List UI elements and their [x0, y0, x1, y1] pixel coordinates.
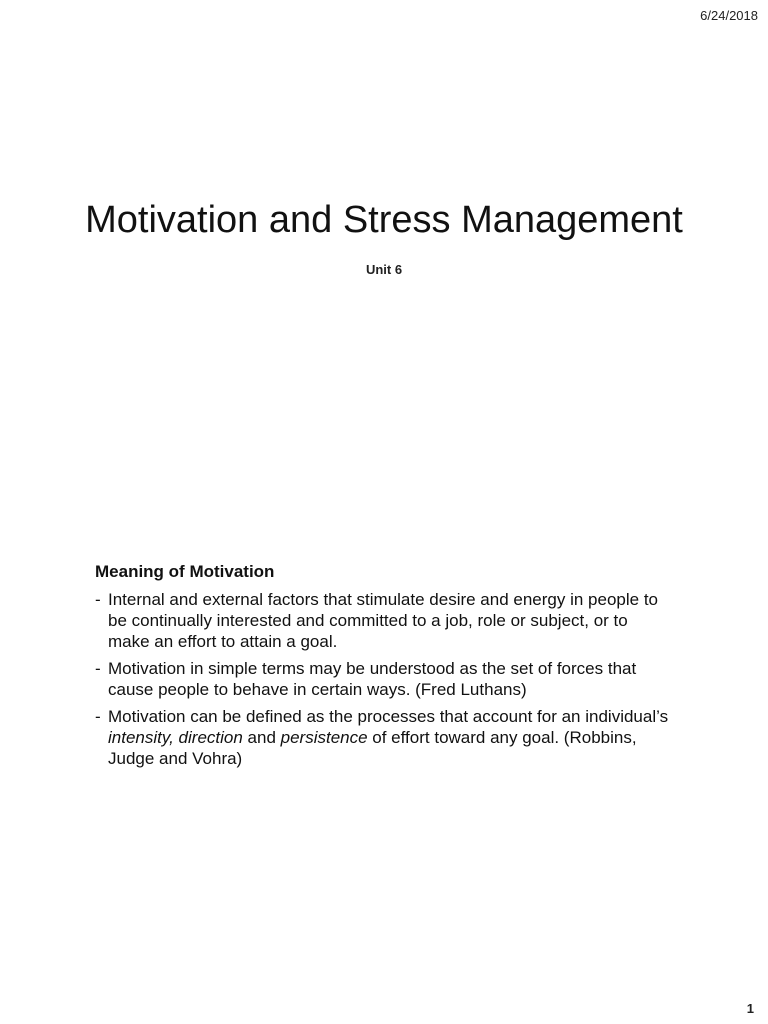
page-number: 1 [746, 1001, 754, 1016]
bullet-text: Motivation in simple terms may be understood as the set of forces that cause people to behave in certain ways. (Fred Luthans) [108, 659, 637, 699]
bullet-item [95, 706, 670, 769]
content-slide [95, 561, 670, 775]
bullet-marker: - [95, 707, 101, 726]
emphasis-text: intensity, direction [108, 728, 243, 747]
bullet-item [95, 589, 670, 652]
bullet-text-segment: Motivation can be defined as the processes that account for an individual’s [108, 707, 669, 726]
slide-title: Motivation and Stress Management [85, 199, 683, 241]
emphasis-text: persistence [280, 728, 368, 747]
section-heading: Meaning of Motivation [95, 562, 275, 581]
bullet-marker: - [95, 659, 101, 678]
bullet-text-segment: of effort toward any goal. (Robbins, Judge and Vohra) [108, 728, 637, 768]
bullet-text-segment: and [242, 728, 281, 747]
bullet-text: Internal and external factors that stimulate desire and energy in people to be continually interested and committed to a job, role or subject, or to make an effort to attain a goal. [108, 590, 659, 651]
title-slide [0, 196, 768, 277]
bullet-text [108, 707, 668, 768]
bullet-marker: - [95, 590, 101, 609]
bullet-item [95, 658, 670, 700]
bullet-list [95, 589, 670, 769]
page-date: 6/24/2018 [700, 8, 758, 23]
slide-subtitle: Unit 6 [365, 262, 403, 277]
